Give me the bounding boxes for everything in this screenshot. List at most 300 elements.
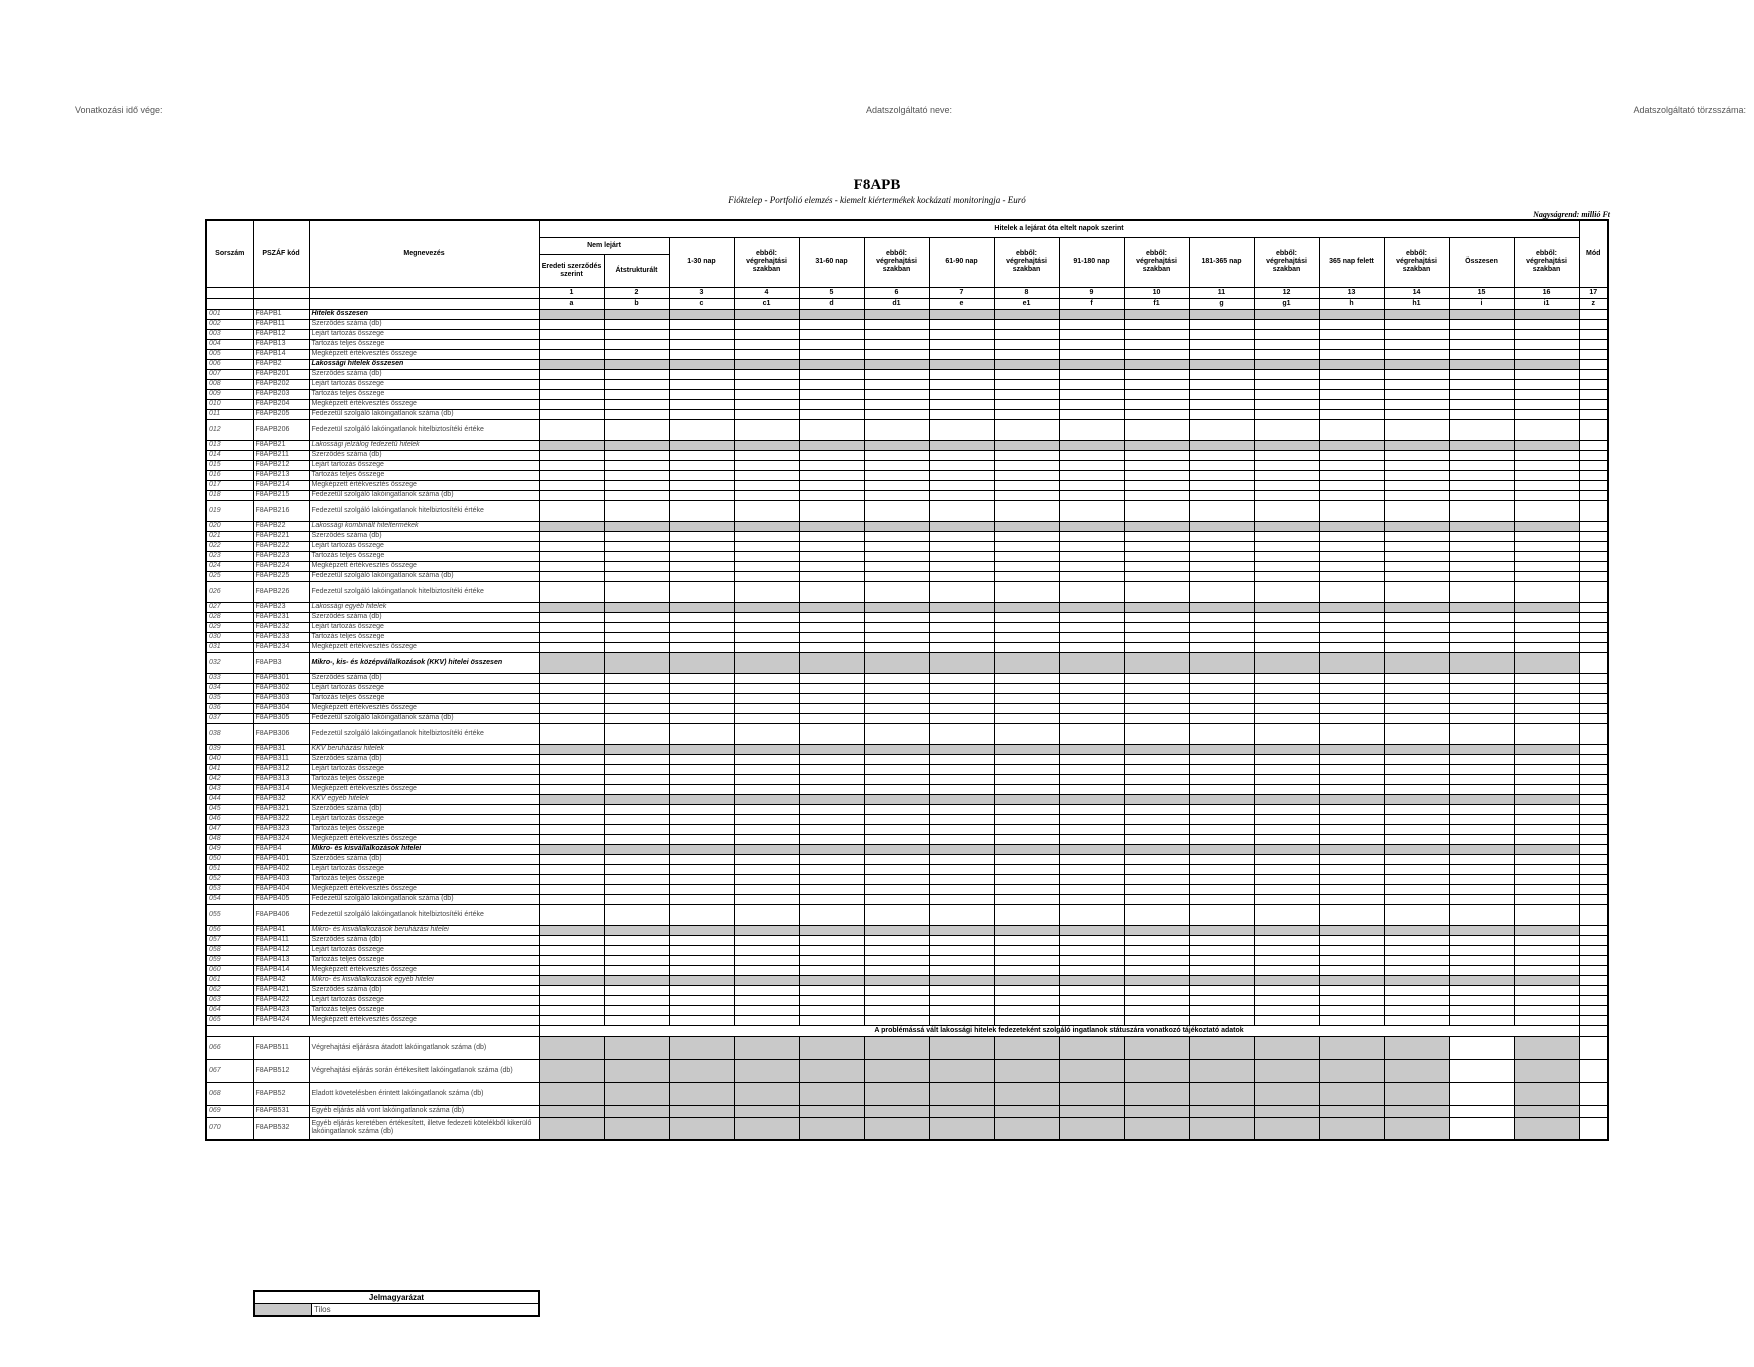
data-cell[interactable] <box>994 622 1059 632</box>
data-cell[interactable] <box>604 874 669 884</box>
data-cell[interactable] <box>994 389 1059 399</box>
data-cell[interactable] <box>1059 349 1124 359</box>
data-cell[interactable] <box>1384 612 1449 622</box>
mod-cell[interactable] <box>1579 904 1608 925</box>
data-cell[interactable] <box>1059 814 1124 824</box>
data-cell[interactable] <box>1384 703 1449 713</box>
data-cell[interactable] <box>669 379 734 389</box>
data-cell[interactable] <box>994 764 1059 774</box>
data-cell[interactable] <box>994 329 1059 339</box>
data-cell[interactable] <box>1384 864 1449 874</box>
data-cell[interactable] <box>1124 975 1189 985</box>
mod-cell[interactable] <box>1579 824 1608 834</box>
data-cell[interactable] <box>1449 985 1514 995</box>
data-cell[interactable] <box>1319 723 1384 744</box>
data-cell[interactable] <box>799 1082 864 1105</box>
data-cell[interactable] <box>1189 602 1254 612</box>
data-cell[interactable] <box>1449 784 1514 794</box>
data-cell[interactable] <box>539 894 604 904</box>
data-cell[interactable] <box>669 723 734 744</box>
data-cell[interactable] <box>1319 703 1384 713</box>
data-cell[interactable] <box>539 450 604 460</box>
data-cell[interactable] <box>1059 329 1124 339</box>
data-cell[interactable] <box>929 642 994 652</box>
data-cell[interactable] <box>539 673 604 683</box>
data-cell[interactable] <box>994 744 1059 754</box>
data-cell[interactable] <box>1189 1015 1254 1025</box>
data-cell[interactable] <box>799 965 864 975</box>
data-cell[interactable] <box>604 1015 669 1025</box>
data-cell[interactable] <box>1124 764 1189 774</box>
data-cell[interactable] <box>929 602 994 612</box>
data-cell[interactable] <box>604 824 669 834</box>
data-cell[interactable] <box>1449 945 1514 955</box>
data-cell[interactable] <box>1254 925 1319 935</box>
data-cell[interactable] <box>539 399 604 409</box>
data-cell[interactable] <box>994 349 1059 359</box>
data-cell[interactable] <box>994 703 1059 713</box>
data-cell[interactable] <box>669 612 734 622</box>
data-cell[interactable] <box>1189 369 1254 379</box>
data-cell[interactable] <box>799 440 864 450</box>
data-cell[interactable] <box>669 339 734 349</box>
data-cell[interactable] <box>1254 642 1319 652</box>
data-cell[interactable] <box>539 1082 604 1105</box>
data-cell[interactable] <box>864 652 929 673</box>
data-cell[interactable] <box>1124 1005 1189 1015</box>
mod-cell[interactable] <box>1579 409 1608 419</box>
mod-cell[interactable] <box>1579 389 1608 399</box>
data-cell[interactable] <box>1384 1059 1449 1082</box>
data-cell[interactable] <box>1189 713 1254 723</box>
data-cell[interactable] <box>1514 541 1579 551</box>
data-cell[interactable] <box>1449 440 1514 450</box>
data-cell[interactable] <box>669 703 734 713</box>
data-cell[interactable] <box>929 521 994 531</box>
data-cell[interactable] <box>1384 339 1449 349</box>
data-cell[interactable] <box>539 965 604 975</box>
data-cell[interactable] <box>1189 531 1254 541</box>
data-cell[interactable] <box>734 955 799 965</box>
data-cell[interactable] <box>864 389 929 399</box>
data-cell[interactable] <box>539 1105 604 1117</box>
data-cell[interactable] <box>734 622 799 632</box>
data-cell[interactable] <box>1384 359 1449 369</box>
data-cell[interactable] <box>539 935 604 945</box>
data-cell[interactable] <box>734 884 799 894</box>
data-cell[interactable] <box>1384 369 1449 379</box>
data-cell[interactable] <box>539 925 604 935</box>
data-cell[interactable] <box>1319 713 1384 723</box>
data-cell[interactable] <box>1514 985 1579 995</box>
data-cell[interactable] <box>1189 693 1254 703</box>
data-cell[interactable] <box>1254 632 1319 642</box>
data-cell[interactable] <box>669 975 734 985</box>
data-cell[interactable] <box>1449 1036 1514 1059</box>
data-cell[interactable] <box>864 1005 929 1015</box>
data-cell[interactable] <box>1189 359 1254 369</box>
data-cell[interactable] <box>539 945 604 955</box>
data-cell[interactable] <box>1449 814 1514 824</box>
data-cell[interactable] <box>1059 1117 1124 1140</box>
data-cell[interactable] <box>604 500 669 521</box>
data-cell[interactable] <box>1124 693 1189 703</box>
data-cell[interactable] <box>1319 874 1384 884</box>
data-cell[interactable] <box>1059 754 1124 764</box>
data-cell[interactable] <box>734 904 799 925</box>
data-cell[interactable] <box>864 935 929 945</box>
data-cell[interactable] <box>604 955 669 965</box>
data-cell[interactable] <box>994 985 1059 995</box>
data-cell[interactable] <box>1319 774 1384 784</box>
data-cell[interactable] <box>669 945 734 955</box>
data-cell[interactable] <box>1124 339 1189 349</box>
data-cell[interactable] <box>1059 561 1124 571</box>
data-cell[interactable] <box>1124 642 1189 652</box>
data-cell[interactable] <box>929 794 994 804</box>
data-cell[interactable] <box>1059 884 1124 894</box>
data-cell[interactable] <box>929 329 994 339</box>
data-cell[interactable] <box>1189 1005 1254 1015</box>
data-cell[interactable] <box>734 319 799 329</box>
data-cell[interactable] <box>1254 804 1319 814</box>
data-cell[interactable] <box>799 824 864 834</box>
data-cell[interactable] <box>669 480 734 490</box>
data-cell[interactable] <box>1059 642 1124 652</box>
data-cell[interactable] <box>929 1059 994 1082</box>
data-cell[interactable] <box>669 824 734 834</box>
data-cell[interactable] <box>1319 834 1384 844</box>
data-cell[interactable] <box>1254 894 1319 904</box>
data-cell[interactable] <box>1449 561 1514 571</box>
data-cell[interactable] <box>994 673 1059 683</box>
data-cell[interactable] <box>734 339 799 349</box>
data-cell[interactable] <box>1189 1036 1254 1059</box>
data-cell[interactable] <box>1449 834 1514 844</box>
data-cell[interactable] <box>1124 703 1189 713</box>
data-cell[interactable] <box>1319 561 1384 571</box>
data-cell[interactable] <box>1319 409 1384 419</box>
data-cell[interactable] <box>1449 329 1514 339</box>
data-cell[interactable] <box>994 754 1059 764</box>
data-cell[interactable] <box>1319 339 1384 349</box>
data-cell[interactable] <box>669 794 734 804</box>
data-cell[interactable] <box>604 1036 669 1059</box>
data-cell[interactable] <box>1059 339 1124 349</box>
data-cell[interactable] <box>1514 612 1579 622</box>
data-cell[interactable] <box>734 1105 799 1117</box>
data-cell[interactable] <box>604 985 669 995</box>
data-cell[interactable] <box>1124 349 1189 359</box>
data-cell[interactable] <box>1384 975 1449 985</box>
data-cell[interactable] <box>1319 673 1384 683</box>
data-cell[interactable] <box>1384 794 1449 804</box>
data-cell[interactable] <box>734 794 799 804</box>
data-cell[interactable] <box>1449 1105 1514 1117</box>
data-cell[interactable] <box>1384 965 1449 975</box>
data-cell[interactable] <box>1514 935 1579 945</box>
mod-cell[interactable] <box>1579 531 1608 541</box>
data-cell[interactable] <box>1514 409 1579 419</box>
data-cell[interactable] <box>1254 874 1319 884</box>
data-cell[interactable] <box>734 864 799 874</box>
data-cell[interactable] <box>1254 440 1319 450</box>
data-cell[interactable] <box>734 965 799 975</box>
data-cell[interactable] <box>669 541 734 551</box>
data-cell[interactable] <box>1254 784 1319 794</box>
data-cell[interactable] <box>994 683 1059 693</box>
data-cell[interactable] <box>864 642 929 652</box>
mod-cell[interactable] <box>1579 339 1608 349</box>
data-cell[interactable] <box>929 379 994 389</box>
data-cell[interactable] <box>1124 985 1189 995</box>
data-cell[interactable] <box>669 1117 734 1140</box>
data-cell[interactable] <box>1319 379 1384 389</box>
data-cell[interactable] <box>539 652 604 673</box>
data-cell[interactable] <box>1059 460 1124 470</box>
data-cell[interactable] <box>604 995 669 1005</box>
data-cell[interactable] <box>929 339 994 349</box>
data-cell[interactable] <box>1449 571 1514 581</box>
data-cell[interactable] <box>1189 945 1254 955</box>
data-cell[interactable] <box>669 955 734 965</box>
data-cell[interactable] <box>1384 945 1449 955</box>
data-cell[interactable] <box>1319 470 1384 480</box>
data-cell[interactable] <box>1254 995 1319 1005</box>
data-cell[interactable] <box>1189 995 1254 1005</box>
data-cell[interactable] <box>1319 642 1384 652</box>
data-cell[interactable] <box>669 904 734 925</box>
data-cell[interactable] <box>1189 329 1254 339</box>
data-cell[interactable] <box>1059 965 1124 975</box>
data-cell[interactable] <box>1384 1105 1449 1117</box>
data-cell[interactable] <box>994 531 1059 541</box>
data-cell[interactable] <box>799 369 864 379</box>
data-cell[interactable] <box>799 329 864 339</box>
data-cell[interactable] <box>1449 904 1514 925</box>
data-cell[interactable] <box>1124 713 1189 723</box>
data-cell[interactable] <box>604 359 669 369</box>
data-cell[interactable] <box>1449 409 1514 419</box>
data-cell[interactable] <box>994 824 1059 834</box>
data-cell[interactable] <box>604 834 669 844</box>
data-cell[interactable] <box>1384 319 1449 329</box>
data-cell[interactable] <box>539 723 604 744</box>
mod-cell[interactable] <box>1579 1005 1608 1015</box>
data-cell[interactable] <box>669 490 734 500</box>
data-cell[interactable] <box>734 460 799 470</box>
data-cell[interactable] <box>1384 713 1449 723</box>
data-cell[interactable] <box>864 541 929 551</box>
data-cell[interactable] <box>1514 834 1579 844</box>
data-cell[interactable] <box>1059 1015 1124 1025</box>
data-cell[interactable] <box>669 571 734 581</box>
data-cell[interactable] <box>799 541 864 551</box>
data-cell[interactable] <box>799 814 864 824</box>
data-cell[interactable] <box>929 440 994 450</box>
data-cell[interactable] <box>539 531 604 541</box>
data-cell[interactable] <box>1124 774 1189 784</box>
data-cell[interactable] <box>1254 541 1319 551</box>
data-cell[interactable] <box>1514 703 1579 713</box>
data-cell[interactable] <box>1254 419 1319 440</box>
data-cell[interactable] <box>1514 571 1579 581</box>
data-cell[interactable] <box>734 673 799 683</box>
data-cell[interactable] <box>799 804 864 814</box>
mod-cell[interactable] <box>1579 359 1608 369</box>
data-cell[interactable] <box>799 490 864 500</box>
data-cell[interactable] <box>1189 925 1254 935</box>
data-cell[interactable] <box>929 1015 994 1025</box>
data-cell[interactable] <box>1384 925 1449 935</box>
data-cell[interactable] <box>864 521 929 531</box>
data-cell[interactable] <box>929 894 994 904</box>
data-cell[interactable] <box>799 955 864 965</box>
data-cell[interactable] <box>994 419 1059 440</box>
data-cell[interactable] <box>1514 854 1579 864</box>
data-cell[interactable] <box>1384 995 1449 1005</box>
data-cell[interactable] <box>1254 945 1319 955</box>
data-cell[interactable] <box>799 1059 864 1082</box>
data-cell[interactable] <box>994 925 1059 935</box>
data-cell[interactable] <box>669 854 734 864</box>
data-cell[interactable] <box>734 521 799 531</box>
data-cell[interactable] <box>799 571 864 581</box>
data-cell[interactable] <box>799 1005 864 1015</box>
data-cell[interactable] <box>1254 490 1319 500</box>
data-cell[interactable] <box>1254 480 1319 490</box>
data-cell[interactable] <box>1319 894 1384 904</box>
data-cell[interactable] <box>799 1015 864 1025</box>
mod-cell[interactable] <box>1579 571 1608 581</box>
data-cell[interactable] <box>994 864 1059 874</box>
data-cell[interactable] <box>734 571 799 581</box>
data-cell[interactable] <box>799 744 864 754</box>
data-cell[interactable] <box>1189 1082 1254 1105</box>
data-cell[interactable] <box>994 1105 1059 1117</box>
data-cell[interactable] <box>1319 945 1384 955</box>
data-cell[interactable] <box>734 774 799 784</box>
data-cell[interactable] <box>539 490 604 500</box>
data-cell[interactable] <box>669 470 734 480</box>
data-cell[interactable] <box>1254 1082 1319 1105</box>
data-cell[interactable] <box>539 713 604 723</box>
mod-cell[interactable] <box>1579 1015 1608 1025</box>
data-cell[interactable] <box>734 642 799 652</box>
data-cell[interactable] <box>604 965 669 975</box>
data-cell[interactable] <box>1124 521 1189 531</box>
data-cell[interactable] <box>1449 995 1514 1005</box>
data-cell[interactable] <box>1319 500 1384 521</box>
data-cell[interactable] <box>669 884 734 894</box>
data-cell[interactable] <box>734 419 799 440</box>
data-cell[interactable] <box>669 744 734 754</box>
data-cell[interactable] <box>1124 894 1189 904</box>
data-cell[interactable] <box>539 1117 604 1140</box>
data-cell[interactable] <box>604 864 669 874</box>
data-cell[interactable] <box>1449 359 1514 369</box>
data-cell[interactable] <box>1514 744 1579 754</box>
data-cell[interactable] <box>669 814 734 824</box>
data-cell[interactable] <box>1254 824 1319 834</box>
data-cell[interactable] <box>799 581 864 602</box>
data-cell[interactable] <box>669 409 734 419</box>
data-cell[interactable] <box>1384 824 1449 834</box>
mod-cell[interactable] <box>1579 995 1608 1005</box>
data-cell[interactable] <box>929 904 994 925</box>
data-cell[interactable] <box>1254 1005 1319 1015</box>
data-cell[interactable] <box>734 450 799 460</box>
data-cell[interactable] <box>1319 612 1384 622</box>
data-cell[interactable] <box>799 319 864 329</box>
data-cell[interactable] <box>1514 369 1579 379</box>
data-cell[interactable] <box>864 399 929 409</box>
data-cell[interactable] <box>539 904 604 925</box>
data-cell[interactable] <box>604 602 669 612</box>
data-cell[interactable] <box>539 581 604 602</box>
data-cell[interactable] <box>1514 551 1579 561</box>
data-cell[interactable] <box>1189 854 1254 864</box>
data-cell[interactable] <box>1189 642 1254 652</box>
data-cell[interactable] <box>604 814 669 824</box>
data-cell[interactable] <box>1189 541 1254 551</box>
data-cell[interactable] <box>734 854 799 864</box>
data-cell[interactable] <box>1514 399 1579 409</box>
mod-cell[interactable] <box>1579 379 1608 389</box>
data-cell[interactable] <box>539 975 604 985</box>
data-cell[interactable] <box>1059 480 1124 490</box>
data-cell[interactable] <box>929 419 994 440</box>
data-cell[interactable] <box>1059 602 1124 612</box>
data-cell[interactable] <box>1189 440 1254 450</box>
data-cell[interactable] <box>994 399 1059 409</box>
data-cell[interactable] <box>539 379 604 389</box>
data-cell[interactable] <box>1059 894 1124 904</box>
data-cell[interactable] <box>864 319 929 329</box>
data-cell[interactable] <box>1059 571 1124 581</box>
data-cell[interactable] <box>669 1082 734 1105</box>
data-cell[interactable] <box>669 450 734 460</box>
data-cell[interactable] <box>799 854 864 864</box>
data-cell[interactable] <box>734 985 799 995</box>
mod-cell[interactable] <box>1579 935 1608 945</box>
data-cell[interactable] <box>1189 409 1254 419</box>
data-cell[interactable] <box>1449 470 1514 480</box>
data-cell[interactable] <box>539 834 604 844</box>
data-cell[interactable] <box>1254 744 1319 754</box>
data-cell[interactable] <box>1189 965 1254 975</box>
data-cell[interactable] <box>994 551 1059 561</box>
data-cell[interactable] <box>1189 450 1254 460</box>
data-cell[interactable] <box>734 470 799 480</box>
data-cell[interactable] <box>604 622 669 632</box>
data-cell[interactable] <box>669 319 734 329</box>
data-cell[interactable] <box>1449 703 1514 713</box>
data-cell[interactable] <box>1124 874 1189 884</box>
data-cell[interactable] <box>1124 369 1189 379</box>
data-cell[interactable] <box>1319 541 1384 551</box>
data-cell[interactable] <box>1059 1036 1124 1059</box>
data-cell[interactable] <box>1449 673 1514 683</box>
data-cell[interactable] <box>1189 764 1254 774</box>
mod-cell[interactable] <box>1579 329 1608 339</box>
data-cell[interactable] <box>1319 652 1384 673</box>
data-cell[interactable] <box>1319 995 1384 1005</box>
data-cell[interactable] <box>929 652 994 673</box>
data-cell[interactable] <box>1189 824 1254 834</box>
data-cell[interactable] <box>539 632 604 642</box>
data-cell[interactable] <box>1059 1005 1124 1015</box>
